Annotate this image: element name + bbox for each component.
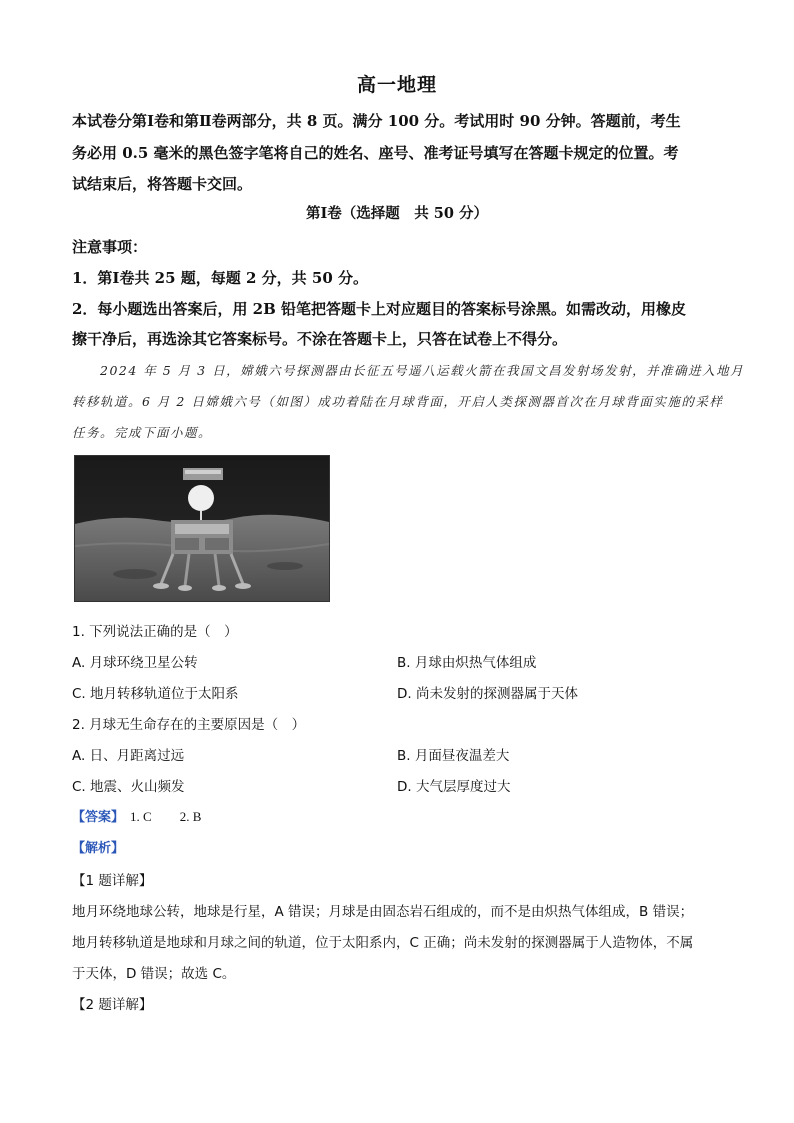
question-1-option-d: D. 尚未发射的探测器属于天体 bbox=[397, 686, 578, 702]
notes-item-2-line-1: 2．每小题选出答案后，用 2B 铅笔把答题卡上对应题目的答案标号涂黑。如需改动，用橡皮 bbox=[72, 300, 687, 318]
detail-2-heading: 【2 题详解】 bbox=[72, 997, 153, 1013]
answer-1: 1. C bbox=[130, 809, 152, 824]
question-1-option-c: C. 地月转移轨道位于太阳系 bbox=[72, 686, 239, 702]
question-1-option-b: B. 月球由炽热气体组成 bbox=[397, 655, 537, 671]
question-2-option-c: C. 地震、火山频发 bbox=[72, 779, 185, 795]
detail-1-heading: 【1 题详解】 bbox=[72, 873, 153, 889]
question-2-option-d: D. 大气层厚度过大 bbox=[397, 779, 511, 795]
intro-line-2: 务必用 0.5 毫米的黑色签字笔将自己的姓名、座号、准考证号填写在答题卡规定的位置。考 bbox=[72, 144, 679, 162]
question-1-option-a: A. 月球环绕卫星公转 bbox=[72, 655, 198, 671]
notes-heading: 注意事项： bbox=[72, 238, 148, 256]
answer-line bbox=[72, 806, 201, 825]
passage-line-3: 任务。完成下面小题。 bbox=[72, 425, 213, 440]
analysis-label: 【解析】 bbox=[72, 841, 125, 856]
analysis-line bbox=[72, 837, 124, 856]
notes-item-2-line-2: 擦干净后，再选涂其它答案标号。不涂在答题卡上，只答在试卷上不得分。 bbox=[72, 330, 568, 348]
intro-line-1: 本试卷分第Ⅰ卷和第Ⅱ卷两部分，共 8 页。满分 100 分。考试用时 90 分钟。答题前，考生 bbox=[72, 112, 681, 130]
question-1-stem: 1. 下列说法正确的是（ ） bbox=[72, 624, 238, 640]
passage-line-1: 2024 年 5 月 3 日，嫦娥六号探测器由长征五号遥八运载火箭在我国文昌发射场发射，并准确进入地月 bbox=[100, 363, 745, 378]
detail-1-line-2: 地月转移轨道是地球和月球之间的轨道，位于太阳系内，C 正确；尚未发射的探测器属于人造物体，不属 bbox=[72, 935, 694, 951]
passage-line-2: 转移轨道。6 月 2 日嫦娥六号（如图）成功着陆在月球背面，开启人类探测器首次在月球背面实施的采样 bbox=[72, 394, 724, 409]
detail-1-line-3: 于天体，D 错误；故选 C。 bbox=[72, 966, 236, 982]
answer-2: 2. B bbox=[179, 809, 202, 824]
page-title: 高一地理 bbox=[356, 74, 437, 96]
question-2-stem: 2. 月球无生命存在的主要原因是（ ） bbox=[72, 717, 306, 733]
answer-label: 【答案】 bbox=[72, 810, 125, 825]
notes-item-1: 1．第Ⅰ卷共 25 题，每题 2 分，共 50 分。 bbox=[72, 269, 368, 287]
lander-photo bbox=[74, 455, 330, 602]
question-2-option-a: A. 日、月距离过远 bbox=[72, 748, 185, 764]
detail-1-line-1: 地月环绕地球公转，地球是行星，A 错误；月球是由固态岩石组成的，而不是由炽热气体组成，B 错误； bbox=[72, 904, 694, 920]
section-header: 第Ⅰ卷（选择题 共 50 分） bbox=[305, 205, 489, 222]
intro-line-3: 试结束后，将答题卡交回。 bbox=[72, 175, 253, 193]
question-2-option-b: B. 月面昼夜温差大 bbox=[397, 748, 510, 764]
